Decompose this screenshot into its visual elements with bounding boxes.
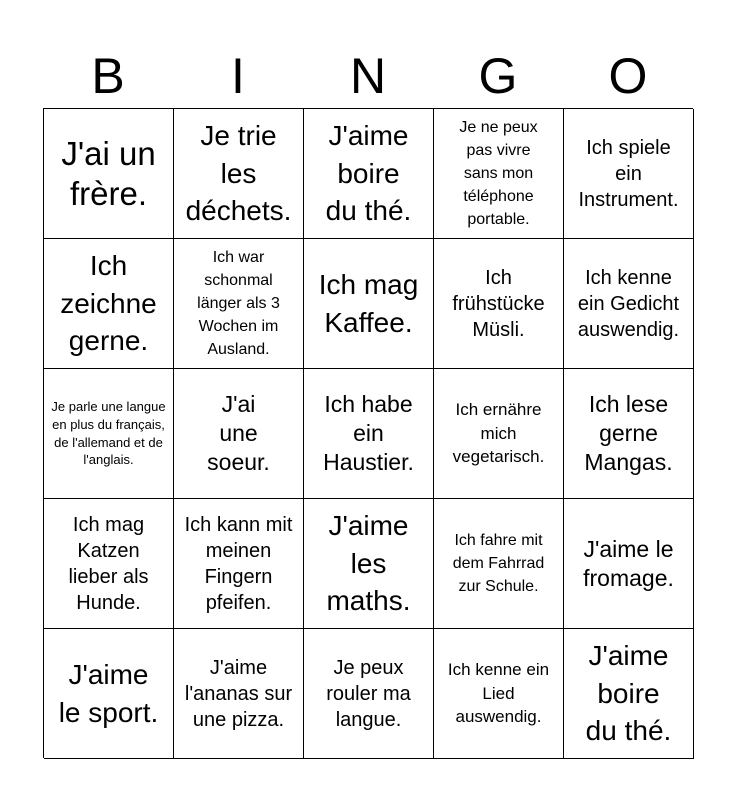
bingo-cell-r2-c4[interactable] [434, 239, 564, 369]
bingo-cell-text: Ich lese gerne Mangas. [584, 391, 673, 475]
bingo-cell-r3-c5[interactable] [564, 369, 694, 499]
header-letter-n: N [349, 48, 387, 104]
bingo-cell-r3-c4[interactable] [434, 369, 564, 499]
bingo-cell-r3-c2[interactable] [174, 369, 304, 499]
bingo-cell-text: J'aime boire du thé. [325, 119, 412, 227]
bingo-cell-r4-c2[interactable] [174, 499, 304, 629]
bingo-cell-r3-c3[interactable] [304, 369, 434, 499]
bingo-cell-text: Je parle une langue en plus du français, de l'allemand et de l'anglais. [51, 399, 166, 468]
bingo-cell-r3-c1[interactable] [44, 369, 174, 499]
bingo-cell-r5-c5[interactable] [564, 629, 694, 759]
bingo-cell-r2-c3[interactable] [304, 239, 434, 369]
bingo-cell-text: Ich kenne ein Gedicht auswendig. [577, 266, 680, 341]
bingo-header [43, 44, 693, 108]
bingo-cell-text: Ich mag Katzen lieber als Hunde. [68, 513, 149, 614]
bingo-cell-r5-c3[interactable] [304, 629, 434, 759]
bingo-cell-text: Ich zeichne gerne. [60, 249, 157, 357]
bingo-cell-r4-c1[interactable] [44, 499, 174, 629]
bingo-cell-text: Ich kann mit meinen Fingern pfeifen. [184, 513, 293, 614]
bingo-cell-text: Ich frühstücke Müsli. [452, 266, 545, 341]
bingo-cell-text: Ich fahre mit dem Fahrrad zur Schule. [452, 531, 545, 596]
header-letter-g: G [478, 48, 518, 104]
bingo-cell-r1-c5[interactable] [564, 109, 694, 239]
bingo-cell-text: Ich mag Kaffee. [318, 268, 419, 338]
bingo-cell-text: Ich spiele ein Instrument. [578, 136, 679, 211]
bingo-cell-text: J'ai une soeur. [207, 391, 270, 475]
bingo-cell-text: Je ne peux pas vivre sans mon téléphone portable. [459, 118, 538, 229]
bingo-cell-r1-c2[interactable] [174, 109, 304, 239]
bingo-cell-text: J'aime les maths. [326, 509, 411, 617]
bingo-cell-text: Ich war schonmal länger als 3 Wochen im Ausland. [197, 248, 280, 359]
bingo-cell-r5-c2[interactable] [174, 629, 304, 759]
bingo-card-grid [43, 108, 693, 758]
bingo-cell-text: Je trie les déchets. [185, 119, 292, 227]
bingo-cell-text: Ich kenne ein Lied auswendig. [447, 659, 550, 727]
bingo-cell-text: J'aime le sport. [58, 658, 159, 728]
bingo-cell-r1-c3[interactable] [304, 109, 434, 239]
bingo-cell-text: Ich habe ein Haustier. [323, 391, 414, 475]
bingo-cell-text: J'ai un frère. [61, 134, 156, 212]
bingo-cell-r2-c5[interactable] [564, 239, 694, 369]
bingo-cell-r4-c5[interactable] [564, 499, 694, 629]
bingo-cell-r2-c1[interactable] [44, 239, 174, 369]
header-letter-b: B [91, 48, 125, 104]
bingo-cell-r4-c4[interactable] [434, 499, 564, 629]
bingo-cell-r5-c4[interactable] [434, 629, 564, 759]
bingo-cell-text: Je peux rouler ma langue. [326, 656, 411, 731]
bingo-cell-r1-c4[interactable] [434, 109, 564, 239]
bingo-cell-r2-c2[interactable] [174, 239, 304, 369]
bingo-cell-r4-c3[interactable] [304, 499, 434, 629]
header-letter-o: O [608, 48, 648, 104]
header-letter-i: I [231, 48, 245, 104]
bingo-cell-r1-c1[interactable] [44, 109, 174, 239]
bingo-cell-text: J'aime l'ananas sur une pizza. [184, 656, 293, 731]
bingo-cell-text: J'aime boire du thé. [585, 639, 672, 747]
bingo-cell-r5-c1[interactable] [44, 629, 174, 759]
bingo-cell-text: J'aime le fromage. [583, 535, 674, 591]
bingo-cell-text: Ich ernähre mich vegetarisch. [452, 399, 545, 467]
